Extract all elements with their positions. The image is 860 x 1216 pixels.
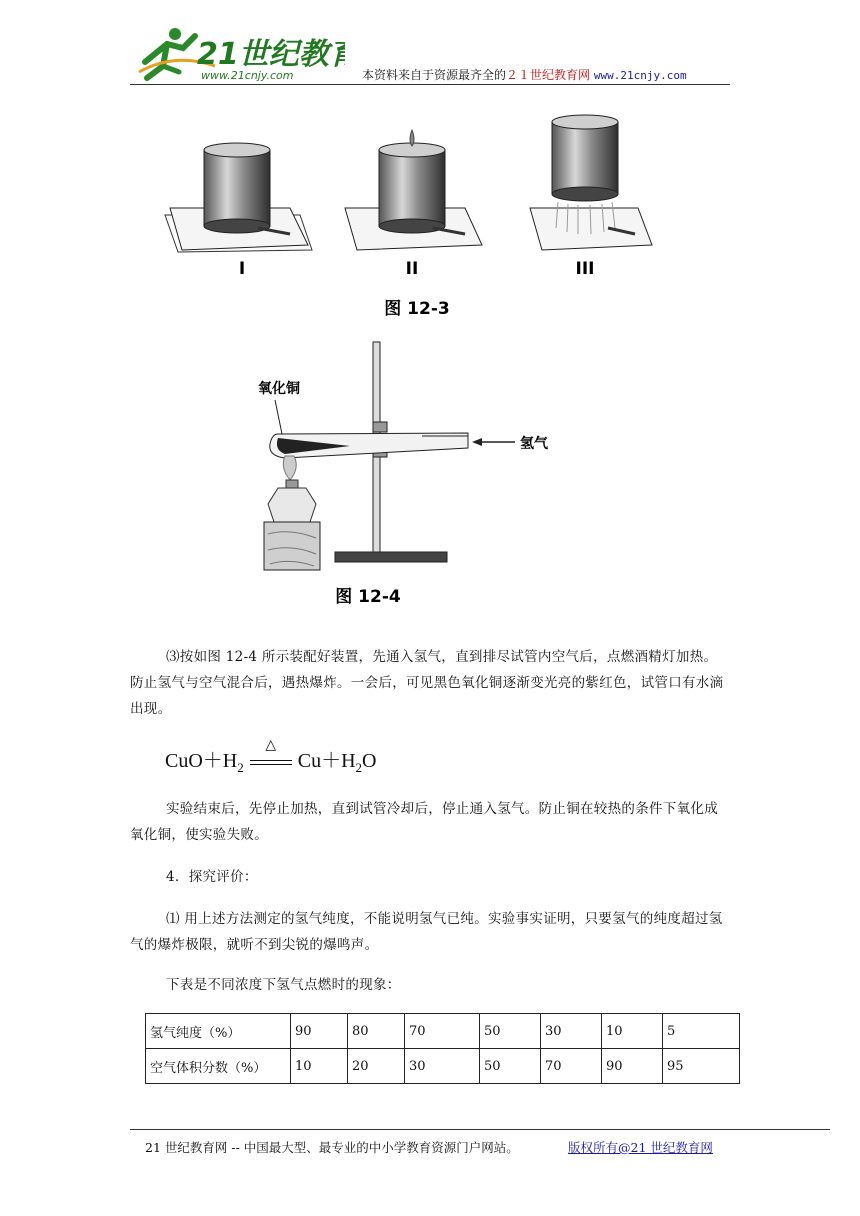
header-divider <box>130 84 730 85</box>
section-4-heading: 4．探究评价： <box>166 869 258 885</box>
hydrogen-purity-table <box>145 1013 740 1084</box>
footer-text: 21 世纪教育网 -- 中国最大型、最专业的中小学教育资源门户网站。 <box>145 1140 519 1155</box>
figure-label-3: III <box>575 259 595 279</box>
site-logo <box>135 22 345 84</box>
hydrogen-reduction-apparatus <box>230 338 560 610</box>
header-source-prefix: 本资料来自于资源最齐全的 <box>362 68 507 82</box>
equation-right-sub: 2 <box>355 760 363 775</box>
table-cell: 10 <box>291 1049 348 1084</box>
label-copper-oxide: 氧化铜 <box>258 381 300 397</box>
equation-condition <box>248 738 294 773</box>
table-cell: 10 <box>602 1014 663 1049</box>
paragraph-step-3: ⑶按如图 12-4 所示装配好装置，先通入氢气，直到排尽试管内空气后，点燃酒精灯加热。防止氢气与空气混合后，遇热爆炸。一会后，可见黑色氧化铜逐渐变光亮的紫红色，试管口有水滴出现。 <box>130 649 724 717</box>
running-man-logo-icon <box>135 22 345 84</box>
table-cell: 30 <box>541 1014 602 1049</box>
table-cell: 70 <box>405 1014 480 1049</box>
equation-left: CuO＋H <box>165 750 238 772</box>
logo-title: 21世纪教育 <box>197 37 345 72</box>
table-cell: 20 <box>348 1049 405 1084</box>
table-cell: 30 <box>405 1049 480 1084</box>
header-source-url[interactable]: www.21cnjy.com <box>593 69 687 82</box>
row-header: 氢气纯度（%） <box>146 1014 291 1049</box>
table-row <box>146 1049 740 1084</box>
logo-url: www.21cnjy.com <box>201 69 294 82</box>
row-header: 空气体积分数（%） <box>146 1049 291 1084</box>
equation-right: Cu＋H <box>297 750 356 772</box>
figure-label-2: II <box>405 259 419 279</box>
label-hydrogen: 氢气 <box>520 436 548 452</box>
footer-copyright-link[interactable]: 版权所有@21 世纪教育网 <box>568 1140 713 1155</box>
cylinder-setup-3 <box>530 115 652 250</box>
chemical-equation <box>165 738 377 776</box>
figure-label-1: I <box>238 259 246 279</box>
figure-12-4 <box>230 338 560 610</box>
header-source-site[interactable]: ２１世纪教育网 <box>506 68 591 82</box>
table-cell: 90 <box>602 1049 663 1084</box>
cylinder-experiment-diagram <box>160 110 660 325</box>
equation-left-sub: 2 <box>237 760 244 775</box>
table-cell: 80 <box>348 1014 405 1049</box>
table-row <box>146 1014 740 1049</box>
cylinder-setup-2 <box>345 130 482 250</box>
cylinder-setup-1 <box>165 143 312 252</box>
paragraph-after-experiment: 实验结束后，先停止加热，直到试管冷却后，停止通入氢气。防止铜在较热的条件下氧化成氧化铜，使实验失败。 <box>130 801 718 843</box>
figure-12-4-caption: 图 12-4 <box>335 587 401 607</box>
table-cell: 50 <box>480 1014 541 1049</box>
table-cell: 90 <box>291 1014 348 1049</box>
paragraph-table-intro: 下表是不同浓度下氢气点燃时的现象： <box>166 977 401 993</box>
table-cell: 95 <box>663 1049 740 1084</box>
footer-divider <box>130 1129 830 1130</box>
paragraph-evaluation-1: ⑴ 用上述方法测定的氢气纯度，不能说明氢气已纯。实验事实证明，只要氢气的纯度超过氢气的爆炸极限，就听不到尖锐的爆鸣声。 <box>130 911 723 953</box>
figure-12-3 <box>160 110 660 325</box>
table-cell: 5 <box>663 1014 740 1049</box>
heat-symbol: △ <box>265 738 277 753</box>
header-source <box>362 66 687 83</box>
table-cell: 50 <box>480 1049 541 1084</box>
table-cell: 70 <box>541 1049 602 1084</box>
equation-right-tail: O <box>362 750 377 772</box>
figure-12-3-caption: 图 12-3 <box>384 299 450 319</box>
